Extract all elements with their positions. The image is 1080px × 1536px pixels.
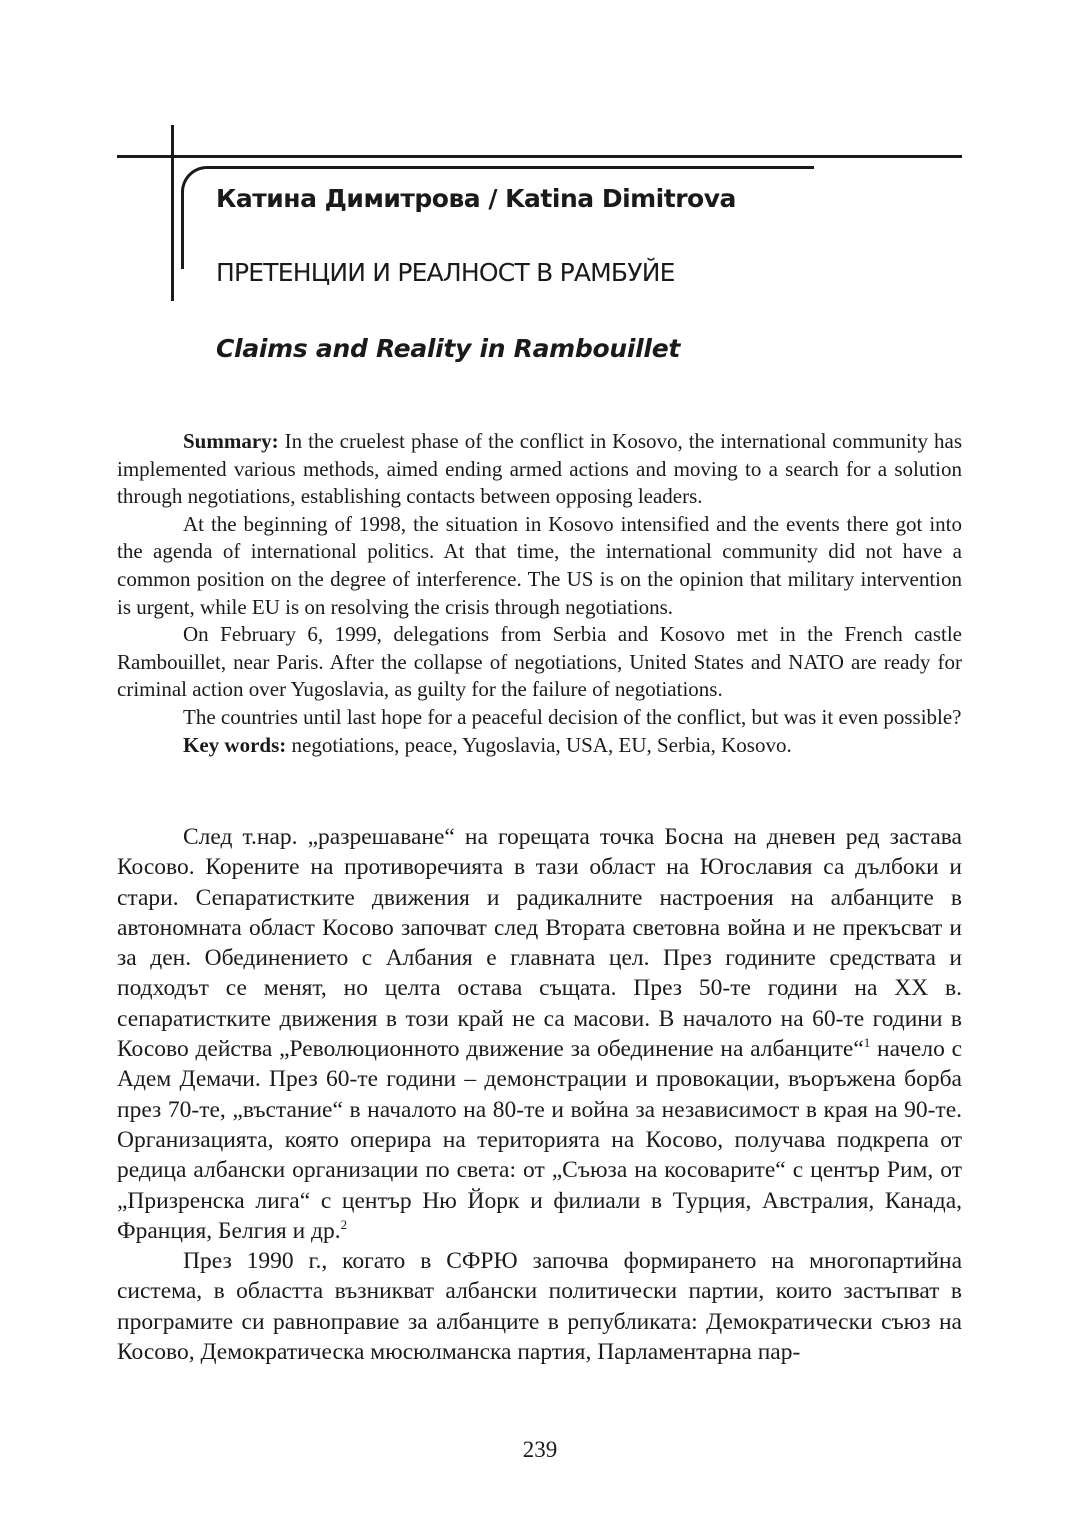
page-number: 239: [522, 1437, 558, 1462]
summary-section: [117, 428, 962, 759]
keywords-label: Key words:: [183, 732, 287, 757]
keywords-line: [117, 732, 962, 760]
summary-label: Summary:: [183, 429, 279, 453]
footnote-ref-1[interactable]: 1: [863, 1035, 871, 1051]
article-body: [117, 822, 962, 1367]
body-paragraph: През 1990 г., когато в СФРЮ започва формирането на многопартийна система, в областта възникват албански политически партии, които застъпват в програмите си равноправие за албанците в републиката: Демократически съюз на Косово, Демократическа мюсюлманска партия, Парламентарна пар-: [117, 1248, 962, 1366]
keywords-text: negotiations, peace, Yugoslavia, USA, EU, Serbia, Kosovo.: [286, 732, 792, 757]
summary-text: In the cruelest phase of the conflict in Kosovo, the international community has implemented various methods, aimed ending armed actions and moving to a search for a solution through negotiations, establishing contacts between opposing leaders.: [117, 429, 962, 509]
header-rule-horizontal: [117, 155, 962, 158]
body-paragraph: [117, 822, 962, 1246]
footnote-ref-2[interactable]: 2: [340, 1217, 348, 1233]
summary-paragraph: The countries until last hope for a peaceful decision of the conflict, but was it even possible?: [183, 704, 962, 729]
article-title-bulgarian: ПРЕТЕНЦИИ И РЕАЛНОСТ В РАМБУЙЕ: [216, 258, 675, 287]
body-text: След т.нар. „разрешаване“ на горещата точка Босна на дневен ред застава Косово. Корените на противоречията в тази област на Югославия са дълбоки и стари. Сепаратистките движения и радикалните настроения на албанците в автономната област Косово започват след Втората световна война и не прекъсват и за ден. Обединението с Албания е главната цел. През годините средствата и подходът се менят, но целта остава същата. През 50-те години на XX в. сепаратистките движения в този край не са масови. В началото на 60-те години в Косово действа „Революционното движение за обединение на албанците“: [117, 824, 962, 1063]
summary-paragraph: On February 6, 1999, delegations from Serbia and Kosovo met in the French castle Rambouillet, near Paris. After the collapse of negotiations, United States and NATO are ready for criminal action over Yugoslavia, as guilty for the failure of negotiations.: [117, 622, 962, 702]
body-text: начело с Адем Демачи. През 60-те години – демонстрации и провокации, въоръжена борба през 70-те, „въстание“ в началото на 80-те и война за независимост в края на 90-те. Организацията, която оперира на територията на Косово, получава подкрепа от редица албански организации по света: от „Съюза на косоварите“ с център Рим, от „Призренска лига“ с център Ню Йорк и филиали в Турция, Австралия, Канада, Франция, Белгия и др.: [117, 1036, 962, 1244]
author-name: Катина Димитрова / Katina Dimitrova: [216, 184, 736, 213]
article-title-english: Claims and Reality in Rambouillet: [216, 334, 681, 363]
summary-paragraph: [117, 428, 962, 511]
header-frame-corner: [181, 166, 814, 269]
header-rule-vertical: [171, 125, 174, 301]
summary-paragraph: At the beginning of 1998, the situation in Kosovo intensified and the events there got into the agenda of international politics. At that time, the international community did not have a common position on the degree of interference. The US is on the opinion that military intervention is urgent, while EU is on resolving the crisis through negotiations.: [117, 511, 962, 619]
